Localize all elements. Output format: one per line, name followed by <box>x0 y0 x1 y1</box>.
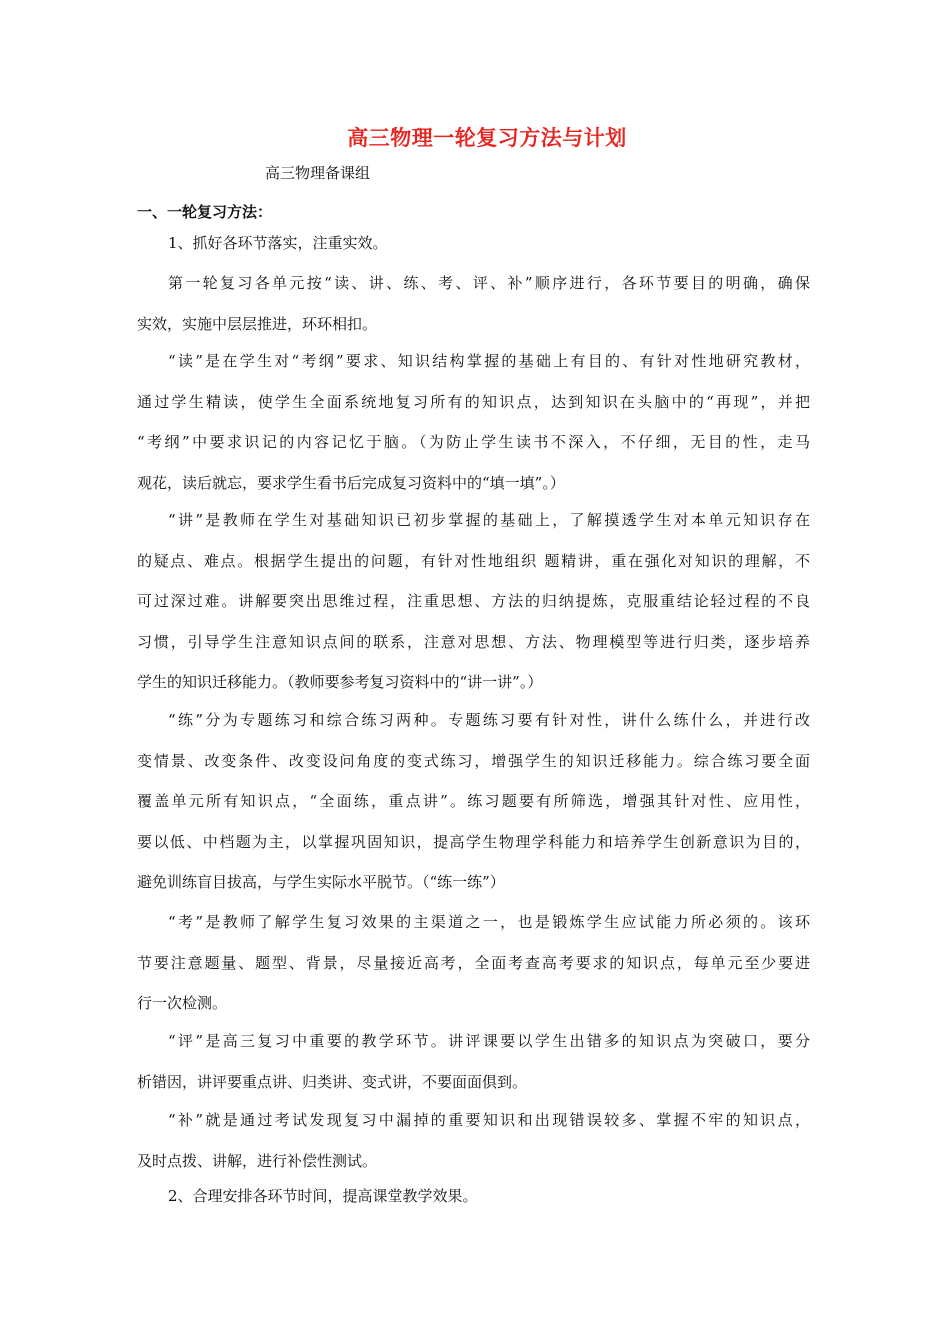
section-heading: 一、一轮复习方法： <box>137 203 273 221</box>
paragraph-line: 行一次检测。 <box>137 994 228 1012</box>
paragraph-line: “补”就是通过考试发现复习中漏掉的重要知识和出现错误较多、掌握不牢的知识点， <box>168 1111 810 1129</box>
paragraph-line: 节要注意题量、题型、背景，尽量接近高考，全面考查高考要求的知识点，每单元至少要进 <box>137 953 810 972</box>
paragraph-overview <box>137 263 810 344</box>
paragraph-line: 析错因，讲评要重点讲、归类讲、变式讲，不要面面俱到。 <box>137 1072 528 1091</box>
paragraph-lian <box>137 700 810 903</box>
paragraph-ping <box>137 1021 810 1102</box>
paragraph-line: “评”是高三复习中重要的教学环节。讲评课要以学生出错多的知识点为突破口，要分 <box>168 1032 810 1050</box>
paragraph-du <box>137 341 810 503</box>
paragraph-line: 实效，实施中层层推进，环环相扣。 <box>137 314 378 333</box>
paragraph-kao <box>137 902 810 1024</box>
paragraph-line: “考纲”中要求识记的内容记忆于脑。（为防止学生读书不深入，不仔细，无目的性，走马 <box>137 433 810 451</box>
paragraph-line: 观花，读后就忘，要求学生看书后完成复习资料中的“填一填”。） <box>137 473 565 492</box>
paragraph-line: 的疑点、难点。根据学生提出的问题，有针对性地组织 题精讲，重在强化对知识的理解，不 <box>137 551 810 570</box>
paragraph-line: “读”是在学生对“考纲”要求、知识结构掌握的基础上有目的、有针对性地研究教材， <box>168 352 810 370</box>
paragraph-line: 变情景、改变条件、改变设问角度的变式练习，增强学生的知识迁移能力。综合练习要全面 <box>137 751 810 770</box>
paragraph-line: 第一轮复习各单元按“读、讲、练、考、评、补”顺序进行，各环节要目的明确，确保 <box>168 274 810 292</box>
paragraph-line: 可过深过难。讲解要突出思维过程，注重思想、方法的归纳提炼，克服重结论轻过程的不良 <box>137 592 810 610</box>
paragraph-line: “练”分为专题练习和综合练习两种。专题练习要有针对性，讲什么练什么，并进行改 <box>168 711 810 729</box>
paragraph-line: 避免训练盲目拔高，与学生实际水平脱节。（“练一练”） <box>137 873 505 891</box>
paragraph-line: 要以低、中档题为主，以掌握巩固知识，提高学生物理学科能力和培养学生创新意识为目的， <box>137 832 810 851</box>
paragraph-line: 覆盖单元所有知识点，“全面练，重点讲”。练习题要有所筛选，增强其针对性、应用性， <box>137 792 810 810</box>
paragraph-bu <box>137 1100 810 1181</box>
list-item-2: 2、合理安排各环节时间，提高课堂教学效果。 <box>168 1187 478 1205</box>
paragraph-jiang <box>137 500 810 703</box>
paragraph-line: “讲”是教师在学生对基础知识已初步掌握的基础上，了解摸透学生对本单元知识存在 <box>168 511 810 529</box>
list-item-1: 1、抓好各环节落实，注重实效。 <box>168 234 388 252</box>
paragraph-line: 及时点拨、讲解，进行补偿性测试。 <box>137 1151 378 1170</box>
document-title: 高三物理一轮复习方法与计划 <box>347 125 627 150</box>
paragraph-line: 学生的知识迁移能力。（教师要参考复习资料中的“讲一讲”。） <box>137 673 543 691</box>
paragraph-line: 通过学生精读，使学生全面系统地复习所有的知识点，达到知识在头脑中的“再现”，并把 <box>137 392 810 411</box>
paragraph-line: “考”是教师了解学生复习效果的主渠道之一，也是锻炼学生应试能力所必须的。该环 <box>168 913 810 931</box>
paragraph-line: 习惯，引导学生注意知识点间的联系，注意对思想、方法、物理模型等进行归类，逐步培养 <box>137 632 810 651</box>
author-line: 高三物理备课组 <box>265 164 371 182</box>
